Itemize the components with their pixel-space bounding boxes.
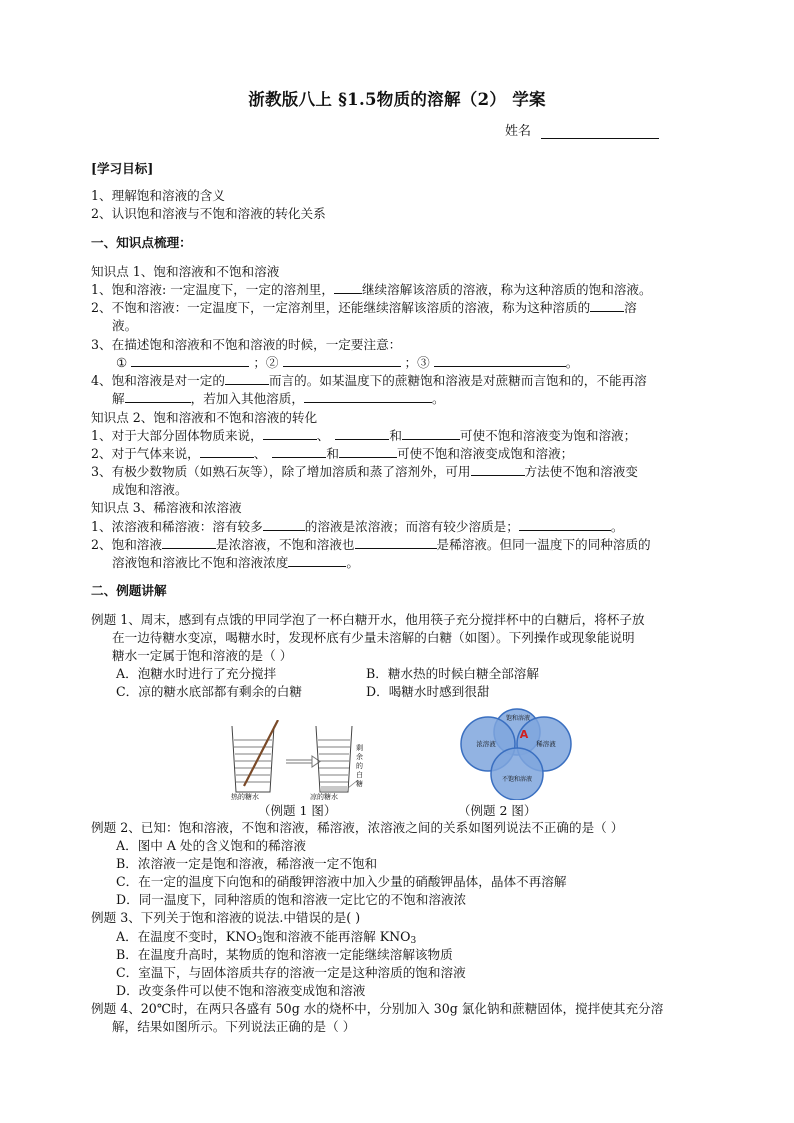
figure2-caption: （例题 2 图） bbox=[458, 803, 537, 818]
kp3-item-2: 2、饱和溶液 是浓溶液，不饱和溶液也 是稀溶液。但同一温度下的同种溶质的 bbox=[91, 537, 651, 552]
kp2-item-2: 2、对于气体来说， 、 和 可使不饱和溶液变成饱和溶液； bbox=[91, 446, 574, 461]
ex1-option-a: A．泡糖水时进行了充分搅拌 bbox=[116, 666, 277, 681]
blank[interactable] bbox=[283, 354, 401, 367]
blank[interactable] bbox=[272, 445, 326, 458]
dilute-label: 稀溶液 bbox=[536, 740, 556, 748]
knowledge-heading: 一、知识点梳理： bbox=[91, 235, 192, 250]
ex1-stem-1: 例题 1、周末，感到有点饿的甲同学泡了一杯白糖开水，他用筷子充分搅拌杯中的白糖后，将杯子放 bbox=[91, 612, 645, 627]
ex3-option-d: D．改变条件可以使不饱和溶液变成饱和溶液 bbox=[116, 983, 366, 998]
hot-beaker bbox=[232, 720, 278, 792]
blank[interactable] bbox=[162, 536, 216, 549]
name-field bbox=[505, 120, 659, 139]
kp3-title: 知识点 3、稀溶液和浓溶液 bbox=[91, 500, 242, 515]
ex2-option-a: A．图中 A 处的含义饱和的稀溶液 bbox=[116, 838, 306, 853]
unsaturated-label: 不饱和溶液 bbox=[501, 776, 533, 783]
ex3-option-c: C．室温下，与固体溶质共存的溶液一定是这种溶质的饱和溶液 bbox=[116, 965, 466, 980]
goals-heading: [学习目标] bbox=[91, 161, 154, 176]
blank[interactable] bbox=[263, 518, 305, 531]
goal-2: 2、认识饱和溶液与不饱和溶液的转化关系 bbox=[91, 206, 326, 221]
unsaturated-circle bbox=[491, 748, 543, 800]
kp1-item-3: 3、在描述饱和溶液和不饱和溶液的时候，一定要注意： bbox=[91, 337, 402, 352]
ex2-option-b: B．浓溶液一定是饱和溶液，稀溶液一定不饱和 bbox=[116, 856, 378, 871]
saturated-label: 饱和溶液 bbox=[505, 715, 531, 722]
blank[interactable] bbox=[200, 445, 254, 458]
ex2-option-d: D．同一温度下，同种溶质的饱和溶液一定比它的不饱和溶液浓 bbox=[116, 892, 467, 907]
ex4-stem-1: 例题 4、20℃时，在两只各盛有 50g 水的烧杯中，分别加入 30g 氯化钠和蔗糖固体，搅拌使其充分溶 bbox=[91, 1001, 664, 1016]
figure1-caption: （例题 1 图） bbox=[258, 803, 337, 818]
name-blank[interactable] bbox=[541, 125, 659, 139]
kp1-item-2-cont: 液。 bbox=[112, 318, 138, 333]
kp1-title: 知识点 1、饱和溶液和不饱和溶液 bbox=[91, 264, 280, 279]
kp1-notes: ① ；② ；③ 。 bbox=[116, 355, 579, 370]
arrow-icon bbox=[286, 756, 320, 767]
blank[interactable] bbox=[434, 354, 566, 367]
ex2-option-c: C．在一定的温度下向饱和的硝酸钾溶液中加入少量的硝酸钾晶体，晶体不再溶解 bbox=[116, 874, 567, 889]
blank[interactable] bbox=[304, 390, 432, 403]
kp2-item-3: 3、有极少数物质（如熟石灰等），除了增加溶质和蒸了溶剂外，可用 方法使不饱和溶液变 bbox=[91, 464, 638, 479]
kp1-item-4: 4、饱和溶液是对一定的 而言的。如某温度下的蔗糖饱和溶液是对蔗糖而言饱和的，不能再溶 bbox=[91, 373, 647, 388]
blank[interactable] bbox=[339, 445, 397, 458]
venn-diagram bbox=[458, 704, 576, 800]
ex1-option-c: C．凉的糖水底部都有剩余的白糖 bbox=[116, 684, 302, 699]
kp2-title: 知识点 2、饱和溶液和不饱和溶液的转化 bbox=[91, 410, 318, 425]
kp1-item-2: 2、不饱和溶液：一定温度下，一定溶剂里，还能继续溶解该溶质的溶液，称为这种溶质的 溶 bbox=[91, 300, 637, 315]
hot-beaker-label: 热的糖水 bbox=[231, 793, 259, 801]
kp3-item-1: 1、浓溶液和稀溶液：溶有较多 的溶液是浓溶液；而溶有较少溶质是； 。 bbox=[91, 519, 624, 534]
blank[interactable] bbox=[590, 299, 624, 312]
region-a-marker: A bbox=[519, 728, 529, 741]
blank[interactable] bbox=[471, 463, 525, 476]
ex3-option-a: A．在温度不变时，$KNO_3$饱和溶液不能再溶解 $KNO_3$ bbox=[116, 929, 417, 946]
goal-1: 1、理解饱和溶液的含义 bbox=[91, 188, 225, 203]
blank[interactable] bbox=[225, 372, 269, 385]
ex3-stem: 例题 3、下列关于饱和溶液的说法.中错误的是( ) bbox=[91, 910, 361, 925]
ex1-stem-3: 糖水一定属于饱和溶液的是（ ） bbox=[112, 648, 293, 663]
blank[interactable] bbox=[402, 427, 460, 440]
kp1-item-1: 1、饱和溶液: 一定温度下，一定的溶剂里， 继续溶解该溶质的溶液，称为这种溶质的饱和溶液。 bbox=[91, 282, 652, 297]
page-title: 浙教版八上 §1.5物质的溶解（2） 学案 bbox=[248, 90, 546, 109]
blank[interactable] bbox=[519, 518, 611, 531]
cold-beaker bbox=[316, 726, 358, 792]
kp2-item-1: 1、对于大部分固体物质来说， 、 和 可使不饱和溶液变为饱和溶液； bbox=[91, 428, 637, 443]
ex1-option-b: B．糖水热的时候白糖全部溶解 bbox=[366, 666, 539, 681]
kp1-item-4-cont: 解 ，若加入其他溶质， 。 bbox=[112, 391, 445, 406]
examples-heading: 二、例题讲解 bbox=[91, 583, 167, 598]
ex1-option-d: D．喝糖水时感到很甜 bbox=[366, 684, 490, 699]
blank[interactable] bbox=[335, 427, 389, 440]
blank[interactable] bbox=[288, 554, 346, 567]
blank[interactable] bbox=[355, 536, 437, 549]
blank[interactable] bbox=[131, 354, 249, 367]
blank[interactable] bbox=[125, 390, 191, 403]
ex1-stem-2: 在一边待糖水变凉，喝糖水时，发现杯底有少量未溶解的白糖（如图）。下列操作或现象能说明 bbox=[112, 630, 635, 645]
concentrated-label: 浓溶液 bbox=[476, 740, 496, 748]
kp2-item-3-cont: 成饱和溶液。 bbox=[112, 482, 188, 497]
kp3-item-2-cont: 溶液饱和溶液比不饱和溶液浓度 。 bbox=[112, 555, 359, 570]
blank[interactable] bbox=[334, 281, 362, 294]
blank[interactable] bbox=[263, 427, 317, 440]
name-label: 姓名 bbox=[505, 124, 532, 139]
ex3-option-b: B．在温度升高时，某物质的饱和溶液一定能继续溶解该物质 bbox=[116, 947, 453, 962]
leftover-sugar-label: 剩 余 的 白 糖 bbox=[356, 744, 363, 788]
ex2-stem: 例题 2、已知：饱和溶液，不饱和溶液，稀溶液，浓溶液之间的关系如图列说法不正确的是（ ） bbox=[91, 820, 624, 835]
cold-beaker-label: 凉的糖水 bbox=[310, 793, 338, 801]
ex4-stem-2: 解，结果如图所示。下列说法正确的是（ ） bbox=[112, 1019, 356, 1034]
